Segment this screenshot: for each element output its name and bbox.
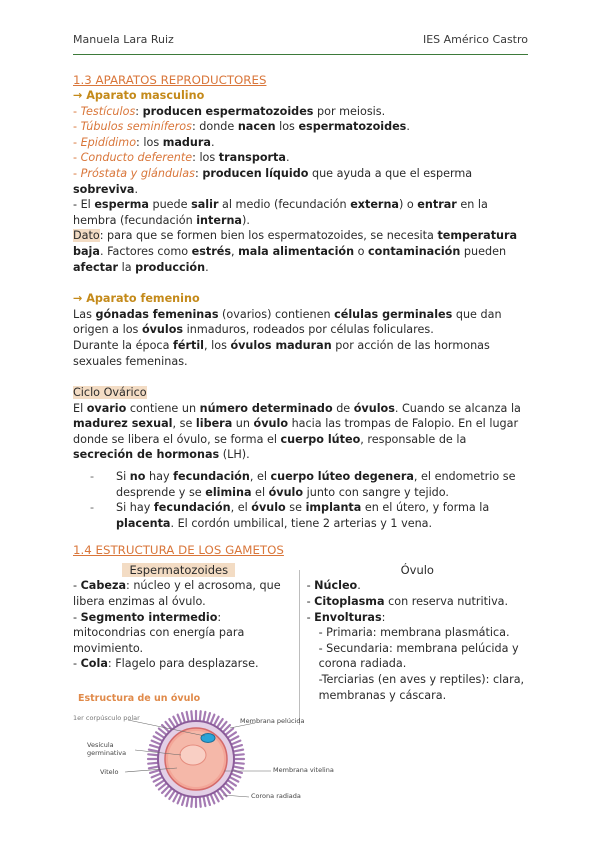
- figure-title: Estructura de un óvulo: [78, 693, 201, 704]
- ovarian-cycle-paragraph: El ovario contiene un número determinado de óvulos. Cuando se alcanza la madurez sexual, se libera un óvulo hacia las trompas de Falopio. En el lugar donde se libera el óvulo, se forma el cuerpo lúteo, responsable de la secreción de hormonas (LH).: [73, 401, 521, 462]
- corona-cell: [148, 754, 158, 755]
- male-line-epididimo: - Epidídimo: los madura.: [73, 135, 215, 149]
- ovum-item-cytoplasm: - Citoplasma con reserva nutritiva.: [306, 595, 509, 609]
- ovarian-cycle-title: Ciclo Ovárico: [73, 386, 147, 400]
- corona-cell: [191, 711, 192, 721]
- germinal-vesicle: [180, 745, 206, 765]
- corona-cell: [149, 750, 159, 752]
- label-germinal-vesicle: Vesícula germinativa: [87, 741, 127, 757]
- corona-cell: [150, 770, 160, 773]
- corona-cell: [231, 774, 240, 778]
- label-corona-radiata: Corona radiada: [251, 792, 301, 800]
- label-polar-body: 1er corpúsculo polar: [73, 714, 140, 722]
- dato-paragraph: Dato: para que se formen bien los espermatozoides, se necesita temperatura baja. Factores como estrés, mala alimentación o contaminación pueden afectar la producción.: [73, 229, 518, 274]
- school-name: IES Américo Castro: [422, 33, 528, 46]
- corona-cell: [233, 750, 243, 752]
- corona-cell: [148, 763, 158, 764]
- corona-cell: [203, 796, 205, 806]
- male-system-title: → Aparato masculino: [73, 89, 205, 102]
- corona-cell: [182, 713, 185, 723]
- corona-cell: [173, 793, 178, 802]
- corona-cell: [234, 754, 244, 755]
- corona-cell: [207, 795, 210, 805]
- corona-cell: [200, 711, 201, 721]
- corona-cell: [230, 777, 239, 782]
- bullet-fecundation: - Si hay fecundación, el óvulo se implanta en el útero, y forma la placenta. El cordón umbilical, tiene 2 arterias y 1 vena.: [90, 501, 490, 530]
- corona-cell: [152, 741, 161, 745]
- corona-cell: [207, 713, 210, 723]
- bullet-no-fecundation: - Si no hay fecundación, el cuerpo lúteo degenera, el endometrio se desprende y se elimina el óvulo junto con sangre y tejido.: [90, 470, 516, 499]
- page-header: [73, 33, 528, 55]
- female-paragraph-2: Durante la época fértil, los óvulos maduran por acción de las hormonas sexuales femeninas.: [73, 338, 490, 368]
- corona-cell: [232, 745, 242, 748]
- corona-cell: [233, 766, 243, 768]
- ovum-item-nucleus: - Núcleo.: [306, 579, 361, 593]
- sperm-item-tail: - Cola: Flagelo para desplazarse.: [73, 657, 259, 671]
- corona-cell: [187, 796, 189, 806]
- corona-cell: [200, 797, 201, 807]
- corona-cell: [187, 712, 189, 722]
- corona-cell: [203, 712, 205, 722]
- sperm-column: [73, 562, 285, 703]
- corona-cell: [230, 736, 239, 741]
- female-system-title: → Aparato femenino: [73, 292, 200, 306]
- corona-cell: [154, 777, 163, 782]
- section-1-4-title: 1.4 ESTRUCTURA DE LOS GAMETOS: [73, 543, 284, 558]
- sperm-item-head: - Cabeza: núcleo y el acrosoma, que libera enzimas al óvulo.: [73, 579, 281, 609]
- corona-cell: [178, 794, 182, 803]
- ovarian-cycle-bullets: [90, 469, 528, 531]
- ovum-item-primary: - Primaria: membrana plasmática.: [318, 626, 510, 640]
- male-line-tubulos: - Túbulos seminíferos: donde nacen los espermatozoides.: [73, 120, 410, 134]
- corona-cell: [150, 745, 160, 748]
- document-body: [73, 72, 528, 703]
- label-pellucid-membrane: Membrana pelúcida: [240, 717, 305, 725]
- corona-cell: [214, 793, 219, 802]
- gametes-columns: [73, 562, 528, 703]
- corona-cell: [234, 763, 244, 764]
- ovum-heading: Óvulo: [400, 563, 434, 578]
- male-line-testiculos: - Testículos: producen espermatozoides por meiosis.: [73, 104, 386, 118]
- ovum-column: [307, 562, 528, 703]
- corona-cell: [232, 770, 242, 773]
- corona-cell: [178, 715, 182, 724]
- corona-cell: [182, 795, 185, 805]
- ovum-item-envelopes: - Envolturas:: [306, 610, 386, 624]
- ovum-item-tertiary: -Terciarias (en aves y reptiles): clara, membranas y cáscara.: [318, 673, 525, 702]
- corona-cell: [154, 736, 163, 741]
- corona-cell: [149, 766, 159, 768]
- corona-cell: [231, 741, 240, 745]
- ovum-structure-figure: [73, 693, 333, 813]
- label-vitellus: Vitelo: [100, 768, 119, 776]
- author-name: Manuela Lara Ruiz: [73, 33, 174, 46]
- corona-cell: [211, 794, 215, 803]
- corona-cell: [152, 774, 161, 778]
- sperm-heading: Espermatozoides: [73, 562, 285, 578]
- polar-body: [201, 734, 215, 743]
- corona-cell: [214, 717, 219, 726]
- female-paragraph-1: Las gónadas femeninas (ovarios) contienen células germinales que dan origen a los óvulos inmaduros, rodeados por células foliculares.: [73, 307, 502, 337]
- corona-cell: [173, 717, 178, 726]
- corona-cell: [191, 797, 192, 807]
- male-line-conducto: - Conducto deferente: los transporta.: [73, 151, 290, 165]
- corona-cell: [211, 715, 215, 724]
- male-line-esperma: - El esperma puede salir al medio (fecundación externa) o entrar en la hembra (fecundación interna).: [73, 198, 488, 227]
- section-1-3-title: 1.3 APARATOS REPRODUCTORES: [73, 73, 267, 87]
- sperm-item-midpiece: - Segmento intermedio: mitocondrias con energía para movimiento.: [73, 610, 245, 655]
- ovum-item-secondary: - Secundaria: membrana pelúcida y corona radiada.: [318, 641, 519, 671]
- label-vitelline-membrane: Membrana vitelina: [273, 766, 334, 774]
- male-line-prostata: - Próstata y glándulas: producen líquido que ayuda a que el esperma sobreviva.: [73, 166, 473, 196]
